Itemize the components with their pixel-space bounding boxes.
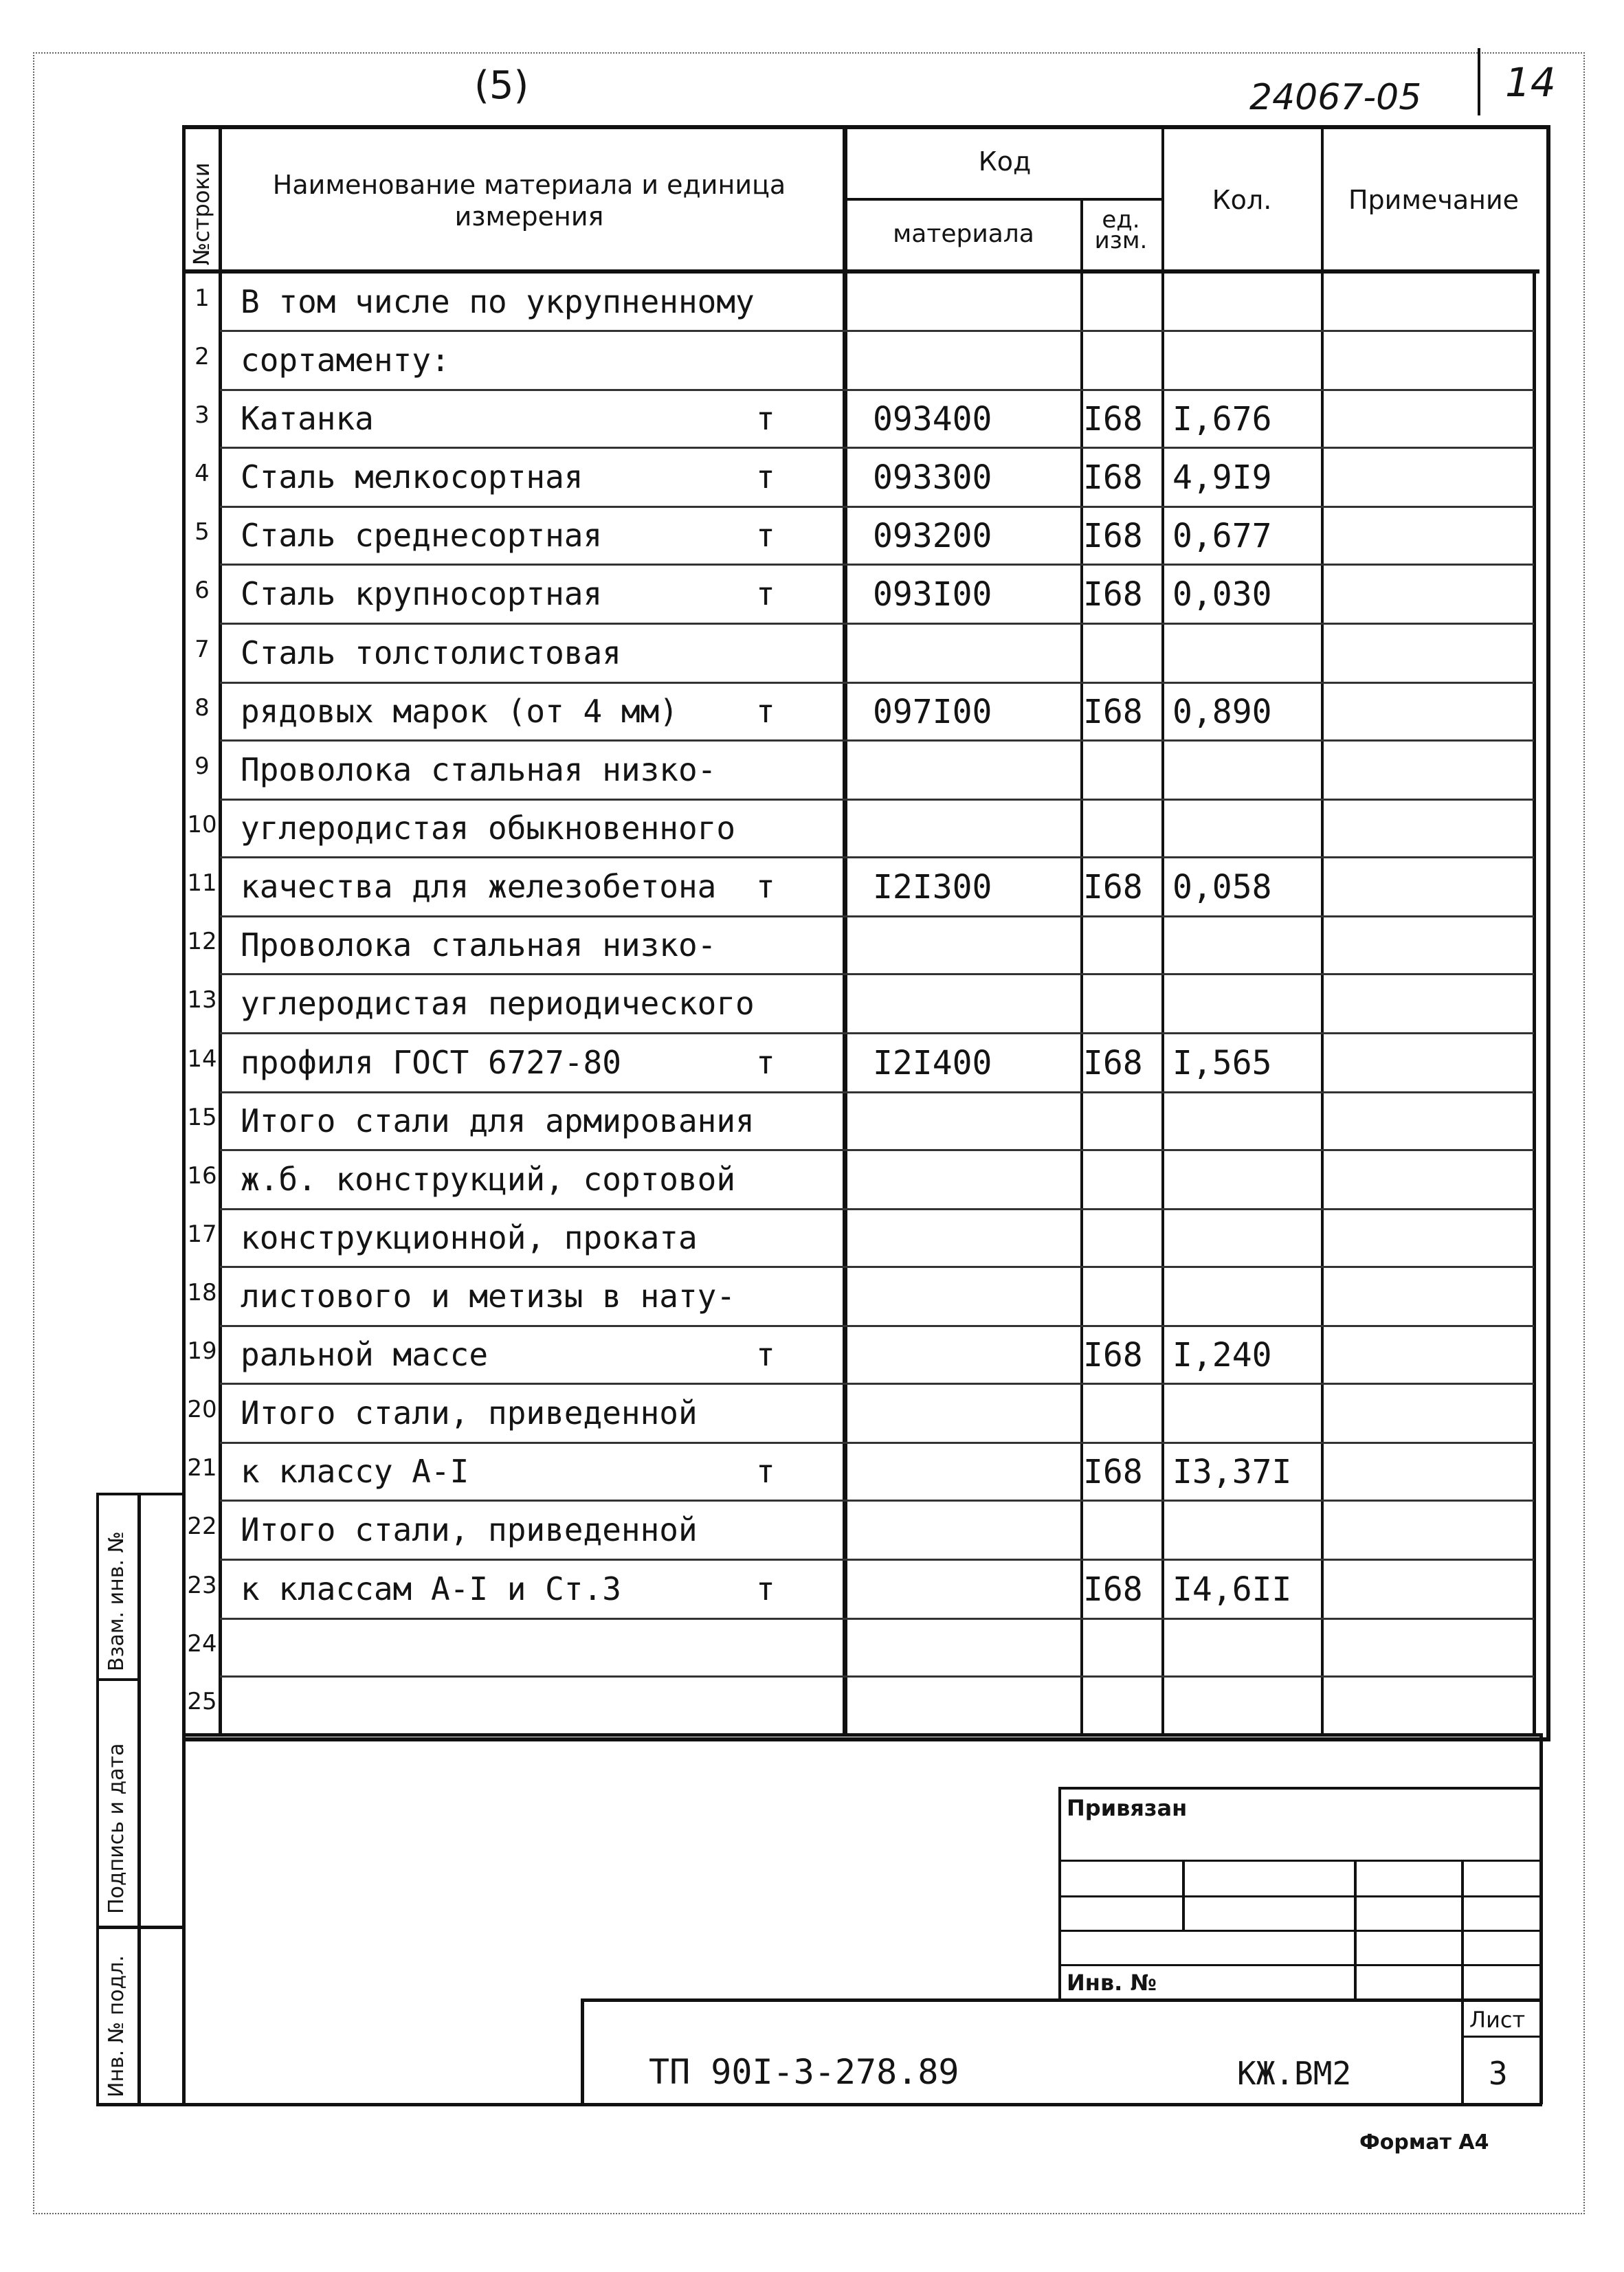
table-row (186, 1443, 1537, 1501)
material-code: I2I400 (873, 1044, 992, 1082)
stamp-list-label: Лист (1469, 2007, 1526, 2033)
table-row (186, 565, 1537, 624)
material-name: конструкционной, проката (241, 1219, 698, 1256)
unit-label: т (756, 868, 775, 905)
quantity: 0,058 (1172, 868, 1272, 906)
row-number: 25 (187, 1688, 217, 1715)
side-line (96, 1493, 182, 1495)
stamp-line (1461, 2036, 1541, 2038)
stamp-line (581, 1998, 1542, 2002)
stamp-line (1058, 1930, 1539, 1932)
material-name: Итого стали для армирования (241, 1102, 755, 1139)
unit-label: т (756, 693, 775, 730)
quantity: 0,030 (1172, 575, 1272, 614)
header-qty: Кол. (1212, 185, 1272, 215)
table-row (186, 1384, 1537, 1443)
stamp-line (581, 1998, 584, 2104)
table-row (186, 448, 1537, 507)
quantity: 0,890 (1172, 693, 1272, 731)
material-name: сортаменту: (241, 342, 450, 379)
table-row (186, 331, 1537, 390)
quantity: 0,677 (1172, 517, 1272, 555)
table-row (186, 1210, 1537, 1267)
row-number: 8 (194, 694, 210, 722)
table-row (186, 1501, 1537, 1560)
table-row (186, 507, 1537, 565)
row-number: 13 (187, 986, 217, 1014)
unit-code: I68 (1083, 400, 1143, 438)
row-number: 3 (194, 401, 210, 429)
side-label-podpis: Подпись и дата (104, 1743, 129, 1914)
material-name: Итого стали, приведенной (241, 1511, 698, 1548)
unit-code: I68 (1083, 1570, 1143, 1609)
side-line (96, 1678, 141, 1681)
unit-code: I68 (1083, 1453, 1143, 1491)
stamp-line (1058, 1964, 1539, 1966)
side-label-vzam: Взам. инв. № (104, 1531, 129, 1671)
table-row (186, 1677, 1537, 1735)
material-name: Катанка (241, 400, 374, 437)
material-code: 093300 (873, 458, 992, 497)
quantity: I4,6II (1172, 1570, 1292, 1609)
unit-code: I68 (1083, 517, 1143, 555)
table-row (186, 1326, 1537, 1384)
stamp-privyazan: Привязан (1067, 1795, 1188, 1821)
unit-code: I68 (1083, 575, 1143, 614)
unit-label: т (756, 1570, 775, 1607)
material-name: Итого стали, приведенной (241, 1394, 698, 1432)
unit-label: т (756, 517, 775, 554)
unit-code: I68 (1083, 1336, 1143, 1374)
stamp-line (1058, 1860, 1539, 1862)
quantity: I,565 (1172, 1044, 1272, 1082)
material-name: Сталь крупносортная (241, 575, 603, 612)
quantity: I,240 (1172, 1336, 1272, 1374)
unit-label: т (756, 575, 775, 612)
table-row (186, 1560, 1537, 1619)
material-name: профиля ГОСТ 6727-80 (241, 1044, 621, 1081)
lower-frame-top (182, 1733, 1543, 1737)
table-row (186, 917, 1537, 974)
row-number: 2 (194, 343, 210, 370)
table-row (186, 1034, 1537, 1093)
row-number: 12 (187, 928, 217, 955)
row-number: 5 (194, 518, 210, 546)
stamp-sheet: 3 (1489, 2055, 1508, 2092)
grid-line (847, 198, 1163, 201)
material-name: ж.б. конструкций, сортовой (241, 1161, 736, 1198)
table-row (186, 1619, 1537, 1677)
material-name: В том числе по укрупненному (241, 283, 755, 320)
material-name: к классам А-I и Ст.3 (241, 1570, 621, 1607)
material-code: 097I00 (873, 693, 992, 731)
header-unit-2: изм. (1094, 227, 1148, 254)
header-code: Код (978, 146, 1032, 177)
row-number: 11 (187, 869, 217, 897)
table-row (186, 683, 1537, 741)
quantity: I3,37I (1172, 1453, 1292, 1491)
header-material: материала (893, 220, 1034, 248)
unit-code: I68 (1083, 1044, 1143, 1082)
material-name: Сталь мелкосортная (241, 458, 583, 495)
material-code: 093I00 (873, 575, 992, 614)
header-unit-1: ед. (1102, 206, 1140, 234)
header-note: Примечание (1348, 185, 1520, 215)
document-code: 24067-05 (1249, 77, 1422, 118)
material-code: 093200 (873, 517, 992, 555)
unit-label: т (756, 400, 775, 437)
unit-label: т (756, 1044, 775, 1081)
row-number: 9 (194, 753, 210, 780)
header-name: Наименование материала и единица измерения (272, 170, 786, 232)
row-number: 16 (187, 1162, 217, 1190)
material-name: к классу А-I (241, 1453, 469, 1490)
row-number: 15 (187, 1104, 217, 1131)
row-number: 20 (187, 1396, 217, 1423)
row-number: 21 (187, 1454, 217, 1482)
material-name: Проволока стальная низко- (241, 751, 717, 788)
side-line (137, 1493, 141, 2104)
unit-code: I68 (1083, 868, 1143, 906)
unit-label: т (756, 1453, 775, 1490)
unit-code: I68 (1083, 458, 1143, 497)
row-number: 23 (187, 1572, 217, 1599)
row-number: 17 (187, 1221, 217, 1248)
row-number: 19 (187, 1337, 217, 1365)
stamp-project: ТП 90I-3-278.89 (649, 2052, 959, 2092)
row-number: 4 (194, 460, 210, 487)
unit-code: I68 (1083, 693, 1143, 731)
material-name: Сталь среднесортная (241, 517, 603, 554)
side-line (96, 1926, 182, 1929)
format-label: Формат А4 (1359, 2130, 1489, 2154)
material-name: Сталь толстолистовая (241, 634, 621, 671)
side-line (96, 1493, 99, 2104)
quantity: I,676 (1172, 400, 1272, 438)
lower-frame-right (1539, 1733, 1543, 2104)
material-name: углеродистая периодического (241, 985, 755, 1022)
header-row-no: №строки (188, 162, 214, 265)
table-row (186, 974, 1537, 1034)
unit-label: т (756, 1336, 775, 1373)
material-name: ральной массе (241, 1336, 489, 1373)
row-number: 24 (187, 1630, 217, 1658)
stamp-doc-mark: КЖ.ВМ2 (1237, 2055, 1352, 2092)
material-code: 093400 (873, 400, 992, 438)
stamp-inv-no: Инв. № (1067, 1970, 1157, 1996)
material-code: I2I300 (873, 868, 992, 906)
side-label-inv-podl: Инв. № подл. (104, 1955, 129, 2097)
row-number: 7 (194, 636, 210, 663)
material-name: рядовых марок (от 4 мм) (241, 693, 678, 730)
table-row (186, 1093, 1537, 1150)
table-row (186, 390, 1537, 448)
stamp-line (1058, 1895, 1539, 1897)
page-mark: (5) (474, 63, 529, 108)
row-number: 22 (187, 1513, 217, 1540)
material-name: Проволока стальная низко- (241, 926, 717, 964)
unit-label: т (756, 458, 775, 495)
material-name: качества для железобетона (241, 868, 717, 905)
material-name: листового и метизы в нату- (241, 1278, 736, 1315)
row-number: 10 (187, 811, 217, 838)
row-number: 1 (194, 285, 210, 312)
table-row (186, 1267, 1537, 1326)
row-number: 14 (187, 1045, 217, 1073)
material-name: углеродистая обыкновенного (241, 810, 736, 847)
stamp-bottom-line (96, 2103, 1542, 2106)
row-number: 6 (194, 577, 210, 604)
table-row (186, 800, 1537, 858)
stamp-line (1461, 1860, 1464, 2104)
stamp-line (1058, 1787, 1539, 1790)
table-row (186, 741, 1537, 800)
table-row (186, 858, 1537, 917)
table-row (186, 624, 1537, 683)
stamp-line (1058, 1787, 1061, 2001)
sheet-number: 14 (1505, 59, 1556, 106)
table-row (186, 1150, 1537, 1210)
stamp-line (1354, 1860, 1357, 2001)
quantity: 4,9I9 (1172, 458, 1272, 497)
lower-frame-left (182, 1733, 186, 2104)
table-row (186, 274, 1537, 331)
row-number: 18 (187, 1279, 217, 1306)
stamp-line (1182, 1860, 1185, 1930)
